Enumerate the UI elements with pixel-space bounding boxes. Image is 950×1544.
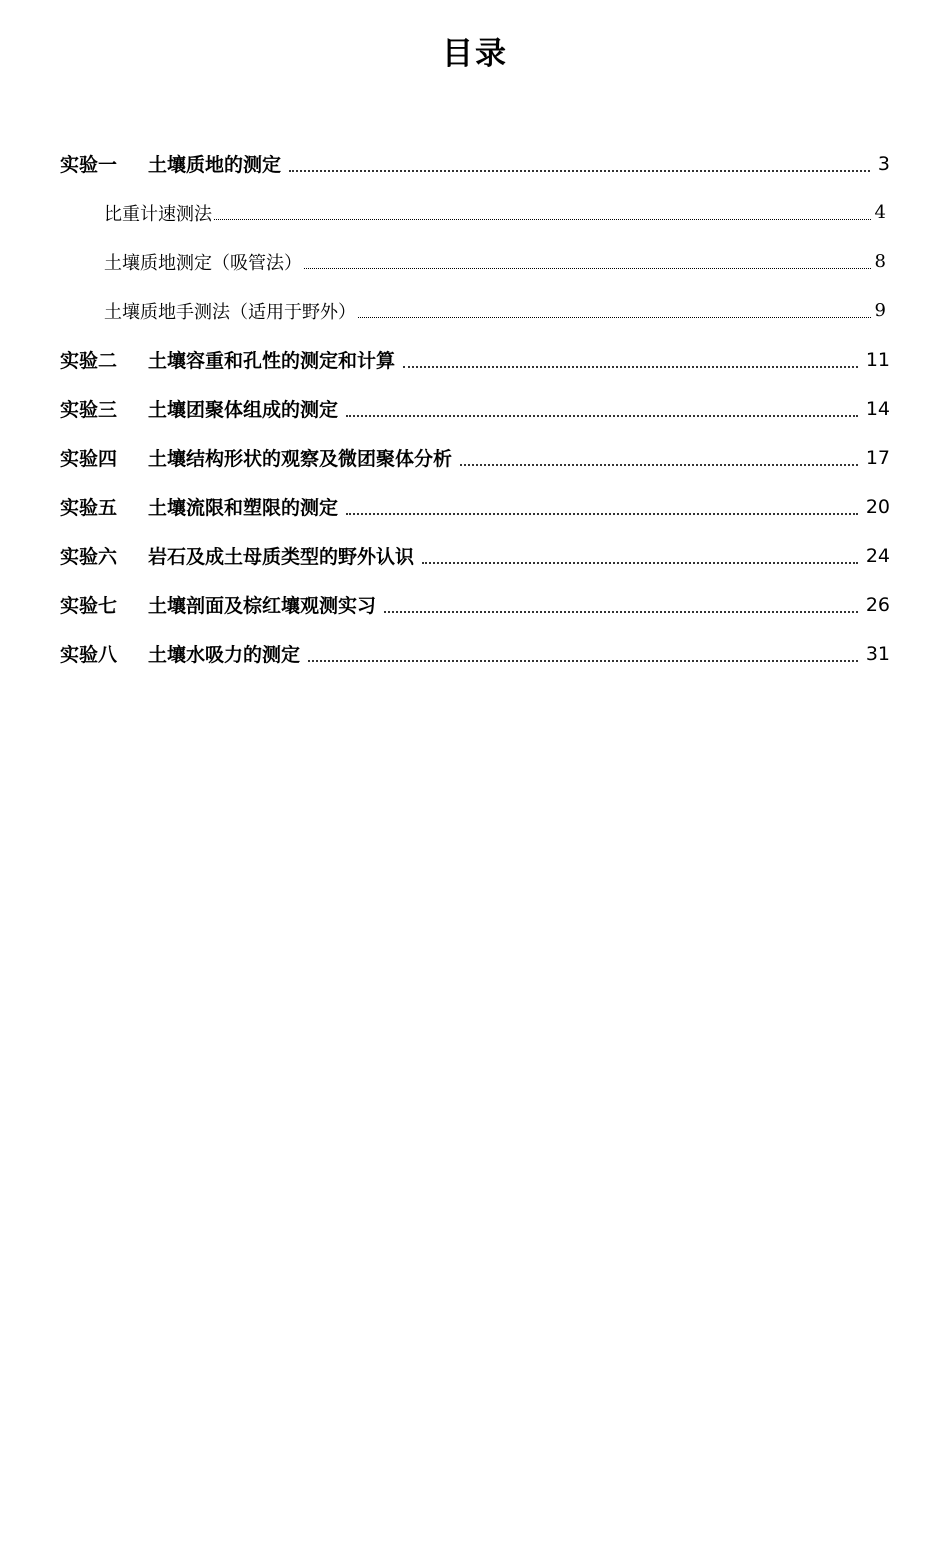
toc-entry[interactable]: [0, 335, 950, 384]
toc-list: [0, 139, 950, 678]
toc-entry-page: 17: [865, 446, 890, 469]
dot-leader: [384, 611, 858, 613]
toc-entry-number: 实验一: [60, 154, 118, 176]
toc-entry-title: 岩石及成土母质类型的野外认识: [148, 546, 415, 568]
toc-entry-page: 11: [865, 348, 890, 371]
dot-leader: [346, 415, 858, 417]
toc-entry-page: 24: [865, 544, 890, 567]
toc-entry-number: 实验四: [60, 448, 118, 470]
toc-subentry[interactable]: [0, 286, 950, 335]
toc-entry-page: 20: [865, 495, 890, 518]
dot-leader: [403, 366, 858, 368]
toc-entry[interactable]: [0, 629, 950, 678]
toc-subentry-page: 4: [874, 202, 886, 223]
toc-subentry[interactable]: [0, 188, 950, 237]
toc-subentry-page: 8: [874, 251, 886, 272]
dot-leader: [214, 219, 871, 220]
toc-entry[interactable]: [0, 531, 950, 580]
toc-entry-page: 3: [877, 152, 890, 175]
toc-subentry-title: 土壤质地测定（吸管法）: [104, 252, 302, 274]
toc-entry-title: 土壤质地的测定: [148, 154, 282, 176]
toc-entry-title: 土壤水吸力的测定: [148, 644, 301, 666]
toc-entry-title: 土壤流限和塑限的测定: [148, 497, 339, 519]
dot-leader: [304, 268, 871, 269]
dot-leader: [358, 317, 871, 318]
toc-entry-number: 实验二: [60, 350, 118, 372]
dot-leader: [422, 562, 858, 564]
toc-entry-title: 土壤容重和孔性的测定和计算: [148, 350, 396, 372]
toc-entry-page: 14: [865, 397, 890, 420]
toc-entry-title: 土壤剖面及棕红壤观测实习: [148, 595, 377, 617]
toc-entry[interactable]: [0, 580, 950, 629]
toc-entry-number: 实验三: [60, 399, 118, 421]
dot-leader: [346, 513, 858, 515]
toc-entry-title: 土壤团聚体组成的测定: [148, 399, 339, 421]
toc-subentry[interactable]: [0, 237, 950, 286]
toc-subentry-title: 比重计速测法: [104, 203, 212, 225]
toc-subentry-title: 土壤质地手测法（适用于野外）: [104, 301, 356, 323]
dot-leader: [460, 464, 858, 466]
toc-subentry-page: 9: [874, 300, 886, 321]
dot-leader: [289, 170, 870, 172]
toc-entry-page: 31: [865, 642, 890, 665]
dot-leader: [308, 660, 858, 662]
toc-entry-page: 26: [865, 593, 890, 616]
toc-entry[interactable]: [0, 482, 950, 531]
toc-entry-number: 实验六: [60, 546, 118, 568]
toc-entry-title: 土壤结构形状的观察及微团聚体分析: [148, 448, 453, 470]
toc-title: 目录: [442, 36, 508, 72]
toc-entry-number: 实验五: [60, 497, 118, 519]
toc-entry-number: 实验八: [60, 644, 118, 666]
toc-entry[interactable]: [0, 433, 950, 482]
toc-entry-number: 实验七: [60, 595, 118, 617]
toc-entry[interactable]: [0, 384, 950, 433]
toc-entry[interactable]: [0, 139, 950, 188]
